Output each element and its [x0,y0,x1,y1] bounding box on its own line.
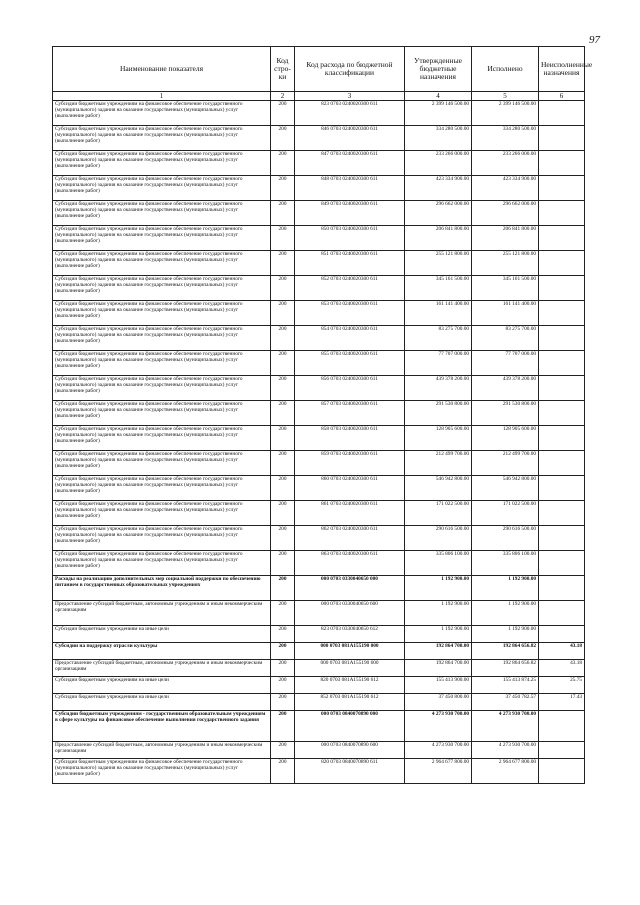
row-executed: 4 273 930 700.00 [472,711,539,742]
row-name: Субсидии бюджетным учреждениям на финансовое обеспечение государственного (муниципального) задания на оказание государственных (муниципальных) услуг (выполнение работ) [53,226,271,251]
row-unexecuted [539,426,585,451]
row-unexecuted [539,742,585,759]
row-budget-code: 823 0703 0330040650 612 [295,626,405,643]
row-budget-code: 855 0703 0240020300 611 [295,351,405,376]
row-line-code: 200 [271,476,295,501]
row-line-code: 200 [271,201,295,226]
row-unexecuted [539,576,585,601]
row-name: Субсидии бюджетным учреждениям на иные цели [53,677,271,694]
row-line-code: 200 [271,601,295,626]
row-budget-code: 856 0703 0240020300 611 [295,376,405,401]
row-executed: 1 192 900.00 [472,626,539,643]
row-budget-code: 860 0703 0240020300 611 [295,476,405,501]
table-row [53,176,585,201]
row-executed: 296 662 000.00 [472,201,539,226]
row-approved: 1 192 900.00 [405,626,472,643]
row-name: Субсидии бюджетным учреждениям на финансовое обеспечение государственного (муниципального) задания на оказание государственных (муниципальных) услуг (выполнение работ) [53,551,271,576]
table-row [53,660,585,677]
table-row [53,401,585,426]
row-executed: 345 161 500.00 [472,276,539,301]
row-unexecuted [539,301,585,326]
row-approved: 296 662 000.00 [405,201,472,226]
row-unexecuted [539,626,585,643]
table-row [53,151,585,176]
row-executed: 37 450 782.57 [472,694,539,711]
row-budget-code: 851 0703 0240020300 611 [295,251,405,276]
row-name: Субсидии бюджетным учреждениям на финансовое обеспечение государственного (муниципального) задания на оказание государственных (муниципальных) услуг (выполнение работ) [53,201,271,226]
header-executed: Исполнено [472,47,539,92]
row-budget-code: 000 0703 0840070890 000 [295,711,405,742]
row-executed: 2 399 146 500.00 [472,101,539,126]
row-line-code: 200 [271,576,295,601]
table-row [53,451,585,476]
row-approved: 77 707 000.00 [405,351,472,376]
row-name: Субсидии бюджетным учреждениям на финансовое обеспечение государственного (муниципального) задания на оказание государственных (муниципальных) услуг (выполнение работ) [53,101,271,126]
column-number: 6 [539,92,585,101]
row-unexecuted [539,526,585,551]
row-unexecuted: 43.18 [539,660,585,677]
row-budget-code: 852 0703 081A155190 612 [295,694,405,711]
row-unexecuted [539,376,585,401]
row-budget-code: 861 0703 0240020300 611 [295,501,405,526]
table-body [53,101,585,784]
row-unexecuted [539,276,585,301]
row-name: Субсидии бюджетным учреждениям на финансовое обеспечение государственного (муниципального) задания на оказание государственных (муниципальных) услуг (выполнение работ) [53,126,271,151]
table-row [53,201,585,226]
table-row [53,476,585,501]
row-approved: 233 266 000.00 [405,151,472,176]
row-unexecuted [539,551,585,576]
row-unexecuted [539,476,585,501]
row-approved: 290 616 500.00 [405,526,472,551]
row-line-code: 200 [271,451,295,476]
row-line-code: 200 [271,101,295,126]
row-approved: 1 192 900.00 [405,601,472,626]
row-executed: 206 841 800.00 [472,226,539,251]
table-row [53,643,585,660]
row-executed: 291 530 800.00 [472,401,539,426]
table-row [53,759,585,784]
row-approved: 335 806 100.00 [405,551,472,576]
row-unexecuted [539,176,585,201]
row-budget-code: 846 0703 0240020300 611 [295,126,405,151]
column-number: 5 [472,92,539,101]
row-approved: 423 334 900.00 [405,176,472,201]
row-approved: 212 499 700.00 [405,451,472,476]
row-budget-code: 852 0703 0240020300 611 [295,276,405,301]
row-approved: 128 905 600.00 [405,426,472,451]
table-row [53,426,585,451]
row-approved: 83 275 700.00 [405,326,472,351]
table-row [53,626,585,643]
row-executed: 423 334 900.00 [472,176,539,201]
row-executed: 192 864 656.82 [472,643,539,660]
row-budget-code: 853 0703 0240020300 611 [295,301,405,326]
table-row [53,251,585,276]
row-executed: 290 616 500.00 [472,526,539,551]
row-name: Субсидии бюджетным учреждениям на финансовое обеспечение государственного (муниципального) задания на оказание государственных (муниципальных) услуг (выполнение работ) [53,376,271,401]
row-unexecuted: 17.43 [539,694,585,711]
row-name: Субсидии бюджетным учреждениям на иные цели [53,694,271,711]
row-name: Субсидии на поддержку отрасли культуры [53,643,271,660]
row-approved: 206 841 800.00 [405,226,472,251]
table-row [53,677,585,694]
row-line-code: 200 [271,151,295,176]
row-unexecuted [539,451,585,476]
row-unexecuted [539,126,585,151]
row-budget-code: 863 0703 0240020300 611 [295,551,405,576]
row-line-code: 200 [271,426,295,451]
row-unexecuted: 43.18 [539,643,585,660]
row-budget-code: 000 0703 0330040650 000 [295,576,405,601]
row-approved: 155 413 900.00 [405,677,472,694]
row-unexecuted [539,711,585,742]
header-budget-code: Код расхода по бюджетной классификации [295,47,405,92]
row-name: Предоставление субсидий бюджетным, автономным учреждениям и иным некоммерческим организациям [53,601,271,626]
row-approved: 2 964 677 800.00 [405,759,472,784]
table-row [53,526,585,551]
row-name: Субсидии бюджетным учреждениям на финансовое обеспечение государственного (муниципального) задания на оказание государственных (муниципальных) услуг (выполнение работ) [53,526,271,551]
row-executed: 83 275 700.00 [472,326,539,351]
row-executed: 128 905 600.00 [472,426,539,451]
row-executed: 2 964 677 800.00 [472,759,539,784]
column-number: 1 [53,92,271,101]
row-unexecuted [539,326,585,351]
row-approved: 192 864 700.00 [405,643,472,660]
table-row [53,576,585,601]
column-number: 4 [405,92,472,101]
row-budget-code: 847 0703 0240020300 611 [295,151,405,176]
row-approved: 4 273 930 700.00 [405,742,472,759]
row-budget-code: 859 0703 0240020300 611 [295,451,405,476]
table-row [53,351,585,376]
row-unexecuted [539,401,585,426]
row-approved: 334 280 500.00 [405,126,472,151]
row-budget-code: 820 0703 0840070890 611 [295,759,405,784]
row-line-code: 200 [271,301,295,326]
row-name: Субсидии бюджетным учреждениям на финансовое обеспечение государственного (муниципального) задания на оказание государственных (муниципальных) услуг (выполнение работ) [53,426,271,451]
row-budget-code: 848 0703 0240020300 611 [295,176,405,201]
row-budget-code: 854 0703 0240020300 611 [295,326,405,351]
row-approved: 1 192 900.00 [405,576,472,601]
row-executed: 212 499 700.00 [472,451,539,476]
header-line-code: Код стро-ки [271,47,295,92]
table-row [53,226,585,251]
row-name: Предоставление субсидий бюджетным, автономным учреждениям и иным некоммерческим организациям [53,742,271,759]
row-name: Субсидии бюджетным учреждениям на финансовое обеспечение государственного (муниципального) задания на оказание государственных (муниципальных) услуг (выполнение работ) [53,151,271,176]
row-budget-code: 000 0703 081A155190 000 [295,643,405,660]
row-executed: 1 192 900.00 [472,576,539,601]
row-name: Расходы на реализацию дополнительных мер социальной поддержки по обеспечению питанием в государственных образовательных учреждениях [53,576,271,601]
row-line-code: 200 [271,677,295,694]
row-name: Предоставление субсидий бюджетным, автономным учреждениям и иным некоммерческим организациям [53,660,271,677]
row-unexecuted [539,201,585,226]
row-line-code: 200 [271,126,295,151]
row-unexecuted [539,501,585,526]
row-line-code: 200 [271,276,295,301]
row-line-code: 200 [271,351,295,376]
table-row [53,501,585,526]
budget-execution-table [52,46,593,784]
row-name: Субсидии бюджетным учреждениям на финансовое обеспечение государственного (муниципального) задания на оказание государственных (муниципальных) услуг (выполнение работ) [53,276,271,301]
table-row [53,126,585,151]
row-line-code: 200 [271,376,295,401]
row-approved: 291 530 800.00 [405,401,472,426]
table-row [53,742,585,759]
row-approved: 37 450 800.00 [405,694,472,711]
header-unexecuted: Неисполненные назначения [539,47,585,92]
row-approved: 546 942 800.00 [405,476,472,501]
row-name: Субсидии бюджетным учреждениям на финансовое обеспечение государственного (муниципального) задания на оказание государственных (муниципальных) услуг (выполнение работ) [53,476,271,501]
table-row [53,276,585,301]
row-executed: 4 273 930 700.00 [472,742,539,759]
row-line-code: 200 [271,626,295,643]
row-unexecuted [539,151,585,176]
row-approved: 439 378 200.00 [405,376,472,401]
row-line-code: 200 [271,501,295,526]
row-unexecuted [539,101,585,126]
row-approved: 2 399 146 500.00 [405,101,472,126]
row-budget-code: 850 0703 0240020300 611 [295,226,405,251]
row-unexecuted [539,601,585,626]
column-number: 2 [271,92,295,101]
row-line-code: 200 [271,643,295,660]
table-row [53,711,585,742]
header-name: Наименование показателя [53,47,271,92]
row-budget-code: 823 0703 0240020300 611 [295,101,405,126]
row-line-code: 200 [271,226,295,251]
row-executed: 171 022 500.00 [472,501,539,526]
row-budget-code: 862 0703 0240020300 611 [295,526,405,551]
row-approved: 4 273 930 700.00 [405,711,472,742]
row-executed: 77 707 000.00 [472,351,539,376]
row-approved: 171 022 500.00 [405,501,472,526]
row-line-code: 200 [271,694,295,711]
row-budget-code: 849 0703 0240020300 611 [295,201,405,226]
row-line-code: 200 [271,759,295,784]
column-number: 3 [295,92,405,101]
page-number: 97 [589,34,600,46]
row-executed: 334 280 500.00 [472,126,539,151]
row-executed: 546 942 800.00 [472,476,539,501]
row-line-code: 200 [271,711,295,742]
row-name: Субсидии бюджетным учреждениям на финансовое обеспечение государственного (муниципального) задания на оказание государственных (муниципальных) услуг (выполнение работ) [53,326,271,351]
table-row [53,694,585,711]
row-name: Субсидии бюджетным учреждениям на финансовое обеспечение государственного (муниципального) задания на оказание государственных (муниципальных) услуг (выполнение работ) [53,351,271,376]
row-budget-code: 857 0703 0240020300 611 [295,401,405,426]
row-line-code: 200 [271,742,295,759]
row-executed: 155 413 874.25 [472,677,539,694]
row-budget-code: 000 0703 0330040650 600 [295,601,405,626]
row-executed: 439 378 200.00 [472,376,539,401]
row-name: Субсидии бюджетным учреждениям на финансовое обеспечение государственного (муниципального) задания на оказание государственных (муниципальных) услуг (выполнение работ) [53,401,271,426]
row-line-code: 200 [271,551,295,576]
row-budget-code: 000 0703 0840070890 600 [295,742,405,759]
row-unexecuted: 25.75 [539,677,585,694]
row-name: Субсидии бюджетным учреждениям на иные цели [53,626,271,643]
row-executed: 233 266 000.00 [472,151,539,176]
row-unexecuted [539,759,585,784]
row-line-code: 200 [271,660,295,677]
row-executed: 335 806 100.00 [472,551,539,576]
table-row [53,601,585,626]
row-name: Субсидии бюджетным учреждениям на финансовое обеспечение государственного (муниципального) задания на оказание государственных (муниципальных) услуг (выполнение работ) [53,176,271,201]
table-row [53,301,585,326]
row-name: Субсидии бюджетным учреждениям на финансовое обеспечение государственного (муниципального) задания на оказание государственных (муниципальных) услуг (выполнение работ) [53,251,271,276]
row-name: Субсидии бюджетным учреждениям на финансовое обеспечение государственного (муниципального) задания на оказание государственных (муниципальных) услуг (выполнение работ) [53,301,271,326]
column-number-row [53,92,585,101]
row-executed: 192 864 656.82 [472,660,539,677]
row-unexecuted [539,351,585,376]
row-unexecuted [539,251,585,276]
row-name: Субсидии бюджетным учреждениям - государственным образовательным учреждениям в сфере культуры на финансовое обеспечение выполнения государственного задания [53,711,271,742]
row-executed: 161 141 400.00 [472,301,539,326]
row-approved: 161 141 400.00 [405,301,472,326]
header-approved: Утвержденные бюджетные назначения [405,47,472,92]
row-line-code: 200 [271,251,295,276]
row-name: Субсидии бюджетным учреждениям на финансовое обеспечение государственного (муниципального) задания на оказание государственных (муниципальных) услуг (выполнение работ) [53,501,271,526]
row-approved: 192 864 700.00 [405,660,472,677]
table-row [53,326,585,351]
table-row [53,101,585,126]
row-name: Субсидии бюджетным учреждениям на финансовое обеспечение государственного (муниципального) задания на оказание государственных (муниципальных) услуг (выполнение работ) [53,759,271,784]
table-row [53,376,585,401]
row-approved: 255 121 800.00 [405,251,472,276]
row-budget-code: 858 0703 0240020300 611 [295,426,405,451]
row-line-code: 200 [271,176,295,201]
row-approved: 345 161 500.00 [405,276,472,301]
row-executed: 255 121 800.00 [472,251,539,276]
row-line-code: 200 [271,526,295,551]
table-header-row [53,47,585,92]
row-unexecuted [539,226,585,251]
row-executed: 1 192 900.00 [472,601,539,626]
row-line-code: 200 [271,401,295,426]
row-budget-code: 000 0703 081A155190 600 [295,660,405,677]
row-name: Субсидии бюджетным учреждениям на финансовое обеспечение государственного (муниципального) задания на оказание государственных (муниципальных) услуг (выполнение работ) [53,451,271,476]
table-row [53,551,585,576]
row-budget-code: 820 0703 081A155190 612 [295,677,405,694]
row-line-code: 200 [271,326,295,351]
